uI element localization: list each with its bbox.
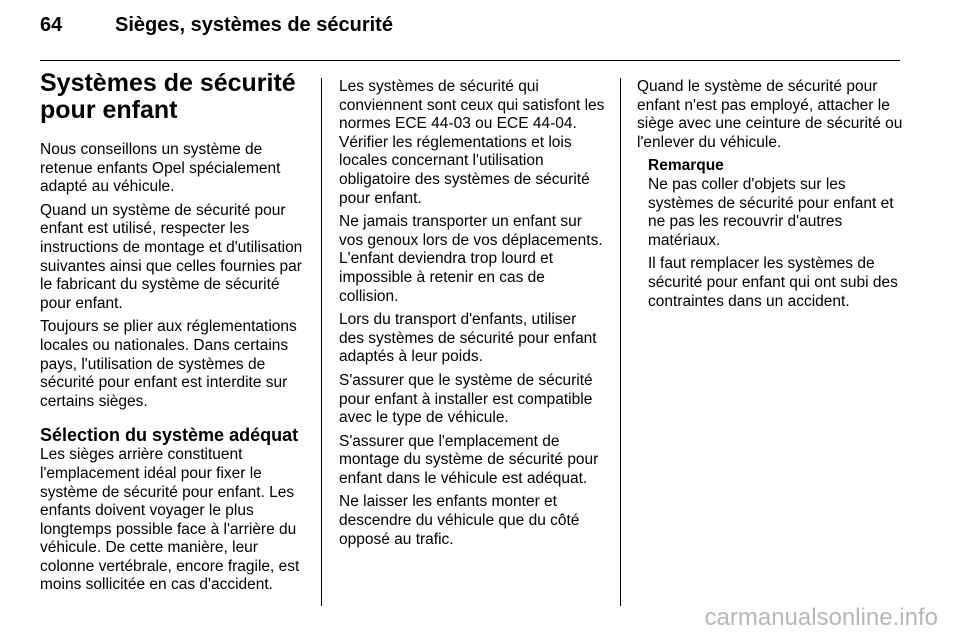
paragraph: Ne laisser les enfants monter et descendre du véhicule que du côté opposé au trafic. xyxy=(339,493,580,548)
section-title-line-1: Systèmes de sécurité xyxy=(40,69,296,97)
page-header xyxy=(40,14,920,44)
section-title-line-2: pour enfant xyxy=(40,96,178,124)
paragraph: S'assurer que l'emplacement de montage du système de sécurité pour enfant dans le véhicule est adéquat. xyxy=(339,432,599,487)
paragraph: Les sièges arrière constituent l'emplacement idéal pour fixer le système de sécurité pour enfant. Les enfants doivent voyager le plus longtemps possible face à l'arrière du véhicule. De cette manière, leur colonne vertébrale, encore fragile, est moins sollicitée en cas d'accident. xyxy=(40,446,300,594)
page-number: 64 xyxy=(40,14,63,36)
paragraph: Lors du transport d'enfants, utiliser des systèmes de sécurité pour enfant adaptés à leur poids. xyxy=(339,311,597,366)
paragraph: Ne jamais transporter un enfant sur vos genoux lors de vos déplacements. L'enfant deviendra trop lourd et impossible à retenir en cas de collision. xyxy=(339,213,603,305)
note-paragraph: Il faut remplacer les systèmes de sécurité pour enfant qui ont subi des contraintes dans un accident. xyxy=(648,255,898,310)
column-3 xyxy=(637,78,909,316)
section-title xyxy=(40,70,308,124)
paragraph: Quand le système de sécurité pour enfant n'est pas employé, attacher le siège avec une ceinture de sécurité ou l'enlever du véhicule. xyxy=(637,78,903,151)
header-rule xyxy=(40,60,900,61)
column-1 xyxy=(40,62,308,600)
running-title: Sièges, systèmes de sécurité xyxy=(115,14,393,36)
column-separator xyxy=(620,78,621,606)
note-box xyxy=(648,157,909,311)
paragraph: Nous conseillons un système de retenue enfants Opel spécialement adapté au véhicule. xyxy=(40,141,281,196)
column-2 xyxy=(339,78,605,554)
note-paragraph: Ne pas coller d'objets sur les systèmes de sécurité pour enfant et ne pas les recouvrir d'autres matériaux. xyxy=(648,175,894,249)
note-title: Remarque xyxy=(648,157,724,175)
subheading: Sélection du système adéquat xyxy=(40,425,299,446)
watermark: carmanualsonline.info xyxy=(704,604,938,631)
paragraph: Toujours se plier aux réglementations locales ou nationales. Dans certains pays, l'utilisation de systèmes de sécurité pour enfant est interdite sur certains sièges. xyxy=(40,318,297,410)
paragraph: Les systèmes de sécurité qui conviennent sont ceux qui satisfont les normes ECE 44-03 ou ECE 44-04. Vérifier les réglementations et lois locales concernant l'utilisation obligatoire des systèmes de sécurité pour enfant. xyxy=(339,78,605,207)
column-separator xyxy=(321,78,322,606)
paragraph: Quand un système de sécurité pour enfant est utilisé, respecter les instructions de montage et d'utilisation suivantes ainsi que celles fournies par le fabricant du système de sécurité pour enfant. xyxy=(40,201,303,312)
paragraph: S'assurer que le système de sécurité pour enfant à installer est compatible avec le type de véhicule. xyxy=(339,371,593,427)
